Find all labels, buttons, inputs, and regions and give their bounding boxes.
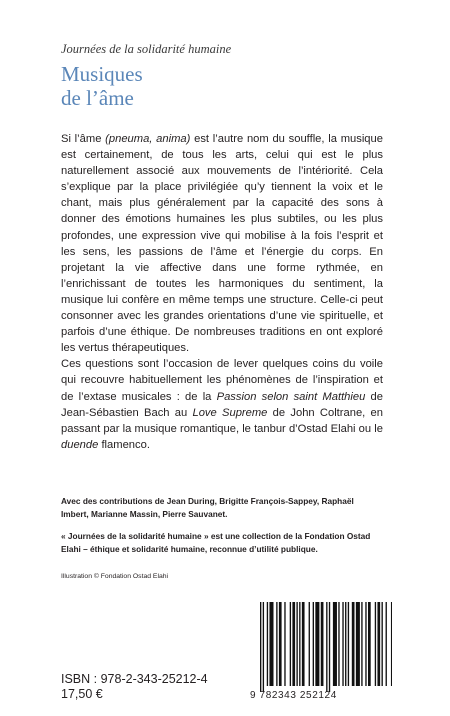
text-run: Si l’âme (61, 133, 106, 145)
series-title: Journées de la solidarité humaine (61, 42, 232, 56)
price: 17,50 € (61, 687, 103, 701)
barcode-digits: 9 782343 252124 (250, 690, 337, 701)
blurb-paragraph-2 (61, 356, 383, 453)
contributors: Avec des contributions de Jean During, Brigitte François-Sappey, Raphaël Imbert, Marianne Massin, Pierre Sauvanet. (61, 496, 354, 519)
text-run-italic: Love Supreme (192, 406, 268, 419)
barcode-icon (258, 602, 392, 698)
text-run: est l’autre nom du souffle, la musique est certainement, de tous les arts, celui qui est le plus naturellement associé aux mouvements de l’intériorité. Cela s’explique par la place privilégiée qu’y tiennent la voix et le chant, mais plus généralement par la capacité des sons à donner des émotions humaines les plus subtiles, ou les plus profondes, une expression vive qui mobilise à la fois l’esprit et les sens, les passions de l’âme et l’énergie du corps. En projetant la vie affective dans une forme rythmée, en l’enrichissant de toutes les harmoniques du sentiment, la musique lui confère en même temps une structure. Celle-ci peut consonner avec les grandes orientations d’une vie spirituelle, et parfois d’une éthique. De nombreuses traditions en ont exploré les vertus thérapeutiques. (61, 133, 383, 355)
illustration-credit: Illustration © Fondation Ostad Elahi (61, 573, 169, 580)
blurb (61, 131, 383, 453)
blurb-paragraph-1 (61, 131, 383, 356)
book-title-line-2: de l’âme (61, 86, 134, 110)
isbn: ISBN : 978-2-343-25212-4 (61, 672, 208, 686)
collection-note: « Journées de la solidarité humaine » est une collection de la Fondation Ostad Elahi – éthique et solidarité humaine, reconnue d’utilité publique. (61, 531, 371, 554)
text-run: Ces questions sont l’occasion de lever quelques coins du voile qui recouvre habituellement les phénomènes de l’inspiration et de l’extase musicales : de la (61, 358, 383, 403)
text-run-italic: Passion selon saint Matthieu (216, 390, 366, 403)
book-title (61, 62, 143, 110)
text-run-italic: (pneuma, anima) (105, 133, 191, 145)
text-run: de John Coltrane, en passant par la musique romantique, le tanbur d’Ostad Elahi ou le (61, 406, 383, 435)
text-run-italic: duende (61, 438, 99, 451)
isbn-block (61, 672, 208, 702)
text-run: flamenco. (98, 438, 150, 451)
book-title-line-1: Musiques (61, 62, 143, 86)
text-run: de Jean-Sébastien Bach au (61, 390, 383, 419)
